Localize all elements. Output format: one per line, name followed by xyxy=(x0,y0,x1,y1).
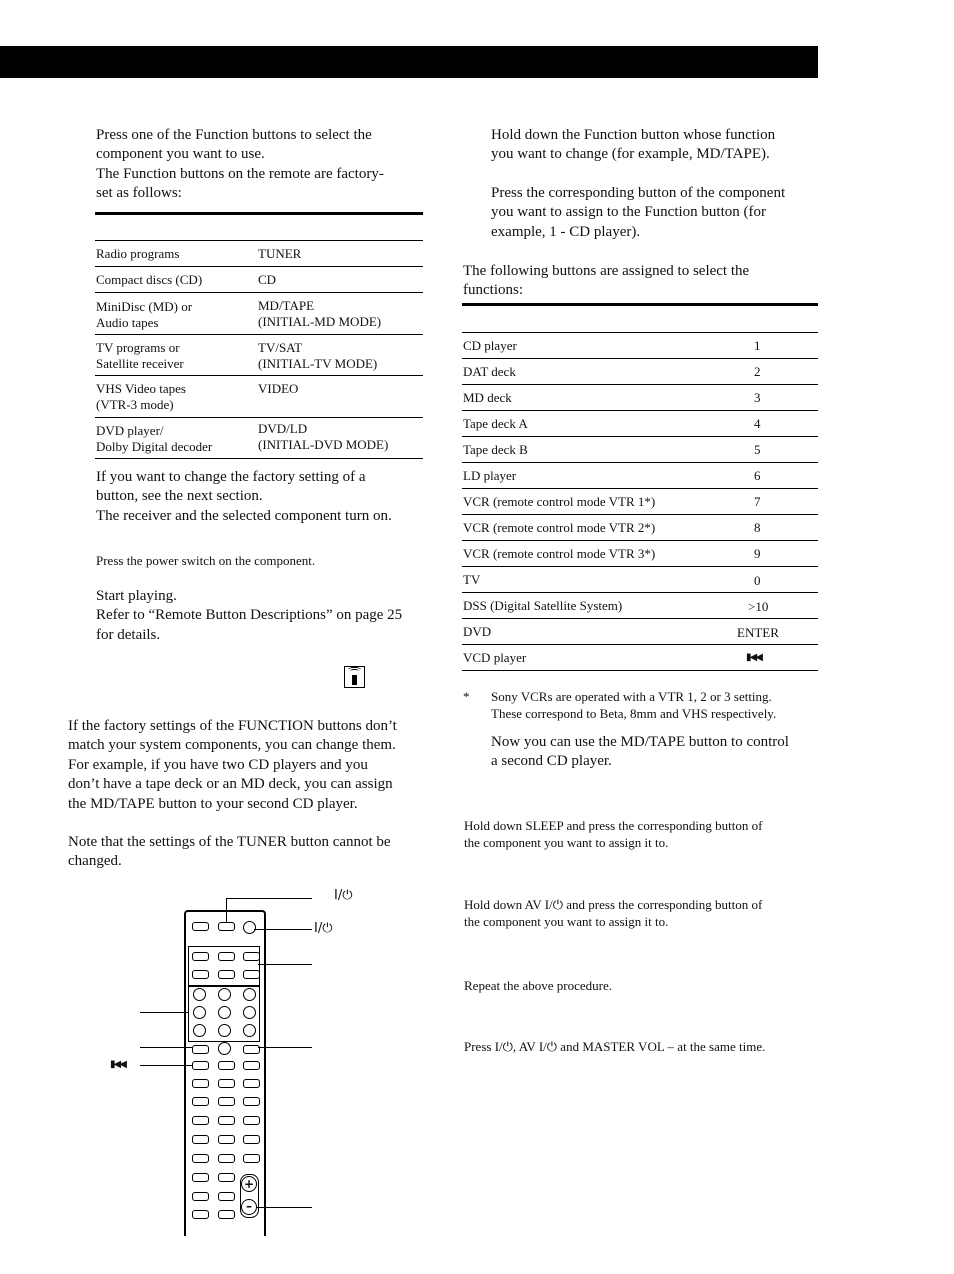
table-cell: Compact discs (CD) xyxy=(96,272,203,287)
table-cell: CD player xyxy=(463,338,517,353)
table-cell: MD/TAPE (INITIAL-MD MODE) xyxy=(258,298,382,329)
table-cell: Tape deck A xyxy=(463,416,528,431)
number-button xyxy=(218,1006,231,1019)
number-button xyxy=(243,1024,256,1037)
remote-button xyxy=(218,952,235,961)
remote-button xyxy=(192,1210,209,1219)
step2-paragraph: Press the corresponding button of the component you want to assign to the Function button (for example, 1 - CD player). xyxy=(491,185,786,240)
volume-minus-icon: – xyxy=(241,1199,257,1215)
table-cell: DSS (Digital Satellite System) xyxy=(463,598,623,613)
table-cell: VCD player xyxy=(463,650,527,665)
remote-button xyxy=(243,1061,260,1070)
number-button xyxy=(243,1006,256,1019)
remote-button xyxy=(243,1154,260,1163)
table-cell: Radio programs xyxy=(96,246,180,261)
table-cell: 8 xyxy=(754,520,761,535)
remote-button xyxy=(218,1192,235,1201)
remote-button xyxy=(192,1097,209,1106)
remote-button xyxy=(243,1097,260,1106)
footnote-mark: * xyxy=(463,689,470,704)
table-cell: MiniDisc (MD) or Audio tapes xyxy=(96,299,193,330)
sleep-paragraph: Hold down SLEEP and press the corresponding button of the component you want to assign it to. xyxy=(464,818,763,850)
table-rule xyxy=(95,334,423,335)
table-rule xyxy=(95,417,423,418)
leader-line xyxy=(226,898,312,899)
table-rule xyxy=(462,358,818,359)
table-cell: TUNER xyxy=(258,246,302,261)
previous-track-icon: ▮◀◀ xyxy=(110,1059,125,1070)
table-cell: 9 xyxy=(754,546,761,561)
table-cell: 1 xyxy=(754,338,761,353)
remote-button xyxy=(192,1061,209,1070)
change-paragraph: If the factory settings of the FUNCTION buttons don’t match your system components, you can change them. For example, if you have two CD players and you don’t have a tape deck or an MD deck, you can assign the MD/TAPE button to your second CD player. xyxy=(68,718,397,812)
table-cell: 3 xyxy=(754,390,761,405)
table2-header-rule xyxy=(462,332,818,333)
table-rule xyxy=(462,540,818,541)
number-button xyxy=(193,1006,206,1019)
note-paragraph: Note that the settings of the TUNER button cannot be changed. xyxy=(68,834,391,870)
power-note: Press the power switch on the component. xyxy=(96,553,316,568)
table1-top-rule xyxy=(95,212,423,215)
remote-button xyxy=(218,1116,235,1125)
number-button xyxy=(218,1024,231,1037)
leader-line xyxy=(226,898,227,922)
remote-button xyxy=(218,970,235,979)
remote-button xyxy=(192,952,209,961)
leader-line xyxy=(256,1207,312,1208)
remote-button xyxy=(192,970,209,979)
remote-button xyxy=(218,1097,235,1106)
table-rule xyxy=(462,566,818,567)
table-cell: 5 xyxy=(754,442,761,457)
remote-icon xyxy=(344,666,365,688)
power-label: I/⏻ xyxy=(334,888,353,903)
step1-paragraph: Hold down the Function button whose function you want to change (for example, MD/TAPE). xyxy=(491,127,776,163)
table-rule xyxy=(462,644,818,645)
table-rule xyxy=(462,488,818,489)
remote-button xyxy=(243,970,260,979)
leader-line xyxy=(140,1065,192,1066)
table-cell: TV xyxy=(463,572,481,587)
table-rule xyxy=(462,670,818,671)
remote-button xyxy=(243,1135,260,1144)
table-cell: 4 xyxy=(754,416,761,431)
remote-button xyxy=(192,922,209,931)
table-cell: VCR (remote control mode VTR 2*) xyxy=(463,520,656,535)
intro-paragraph: Press one of the Function buttons to select the component you want to use. The Function buttons on the remote are factory- set as follows: xyxy=(96,127,384,202)
table-rule xyxy=(462,410,818,411)
table2-top-rule xyxy=(462,303,818,306)
table-cell: DVD xyxy=(463,624,492,639)
table-cell: ENTER xyxy=(737,625,779,640)
table-rule xyxy=(462,592,818,593)
leader-line xyxy=(254,929,312,930)
previous-track-icon: ▮◀◀ xyxy=(746,652,761,663)
volume-plus-icon: + xyxy=(241,1176,257,1192)
table-cell: Tape deck B xyxy=(463,442,528,457)
remote-button xyxy=(192,1045,209,1054)
repeat-paragraph: Repeat the above procedure. xyxy=(464,978,612,993)
start-paragraph: Start playing. Refer to “Remote Button Descriptions” on page 25 for details. xyxy=(96,588,403,643)
remote-button xyxy=(243,952,260,961)
table-cell: VCR (remote control mode VTR 3*) xyxy=(463,546,656,561)
table-cell: >10 xyxy=(748,599,769,614)
remote-button xyxy=(192,1154,209,1163)
leader-line xyxy=(140,1047,192,1048)
number-button xyxy=(218,1042,231,1055)
remote-button xyxy=(192,1079,209,1088)
table-cell: VIDEO xyxy=(258,381,299,396)
remote-button xyxy=(243,1079,260,1088)
leader-line xyxy=(258,964,312,965)
reset-paragraph: Press I/⏻, AV I/⏻ and MASTER VOL – at the same time. xyxy=(464,1039,766,1054)
remote-button xyxy=(192,1135,209,1144)
table-rule xyxy=(462,618,818,619)
number-button xyxy=(193,1024,206,1037)
av-paragraph: Hold down AV I/⏻ and press the corresponding button of the component you want to assign it to. xyxy=(464,897,763,929)
table-cell: 6 xyxy=(754,468,761,483)
remote-button xyxy=(218,1154,235,1163)
remote-button xyxy=(192,1192,209,1201)
power-label: I/⏻ xyxy=(314,921,333,936)
number-button xyxy=(243,988,256,1001)
remote-button xyxy=(218,922,235,931)
after-table-paragraph: If you want to change the factory setting of a button, see the next section. The receiver and the selected component turn on. xyxy=(96,469,392,524)
header-bar xyxy=(0,46,818,78)
now-paragraph: Now you can use the MD/TAPE button to control a second CD player. xyxy=(491,734,789,770)
following-paragraph: The following buttons are assigned to select the functions: xyxy=(463,263,750,299)
table-cell: TV/SAT (INITIAL-TV MODE) xyxy=(258,340,378,371)
table-cell: DVD player/ Dolby Digital decoder xyxy=(96,423,213,454)
table-cell: 2 xyxy=(754,364,761,379)
table-rule xyxy=(462,514,818,515)
table-cell: VCR (remote control mode VTR 1*) xyxy=(463,494,656,509)
footnote: Sony VCRs are operated with a VTR 1, 2 or 3 setting. These correspond to Beta, 8mm and VHS respectively. xyxy=(491,689,777,721)
table-rule xyxy=(462,436,818,437)
remote-button xyxy=(218,1135,235,1144)
leader-line xyxy=(258,1047,312,1048)
table-cell: MD deck xyxy=(463,390,512,405)
table-rule xyxy=(95,458,423,459)
remote-button xyxy=(218,1210,235,1219)
remote-button xyxy=(192,1116,209,1125)
number-button xyxy=(193,988,206,1001)
table-rule xyxy=(95,375,423,376)
table-cell: LD player xyxy=(463,468,517,483)
table-rule xyxy=(462,462,818,463)
table-cell: DVD/LD (INITIAL-DVD MODE) xyxy=(258,421,389,452)
table-cell: 7 xyxy=(754,494,761,509)
table-rule xyxy=(462,384,818,385)
leader-line xyxy=(140,1012,188,1013)
table-cell: CD xyxy=(258,272,277,287)
table-cell: 0 xyxy=(754,573,761,588)
remote-button xyxy=(192,1173,209,1182)
table-cell: TV programs or Satellite receiver xyxy=(96,340,184,371)
remote-button xyxy=(218,1079,235,1088)
table-rule xyxy=(95,266,423,267)
remote-button xyxy=(218,1061,235,1070)
table-rule xyxy=(95,292,423,293)
number-button xyxy=(218,988,231,1001)
remote-button xyxy=(218,1173,235,1182)
power-button-icon xyxy=(243,921,256,934)
table1-header-rule xyxy=(95,240,423,241)
remote-button xyxy=(243,1116,260,1125)
table-cell: VHS Video tapes (VTR-3 mode) xyxy=(96,381,186,412)
table-cell: DAT deck xyxy=(463,364,516,379)
